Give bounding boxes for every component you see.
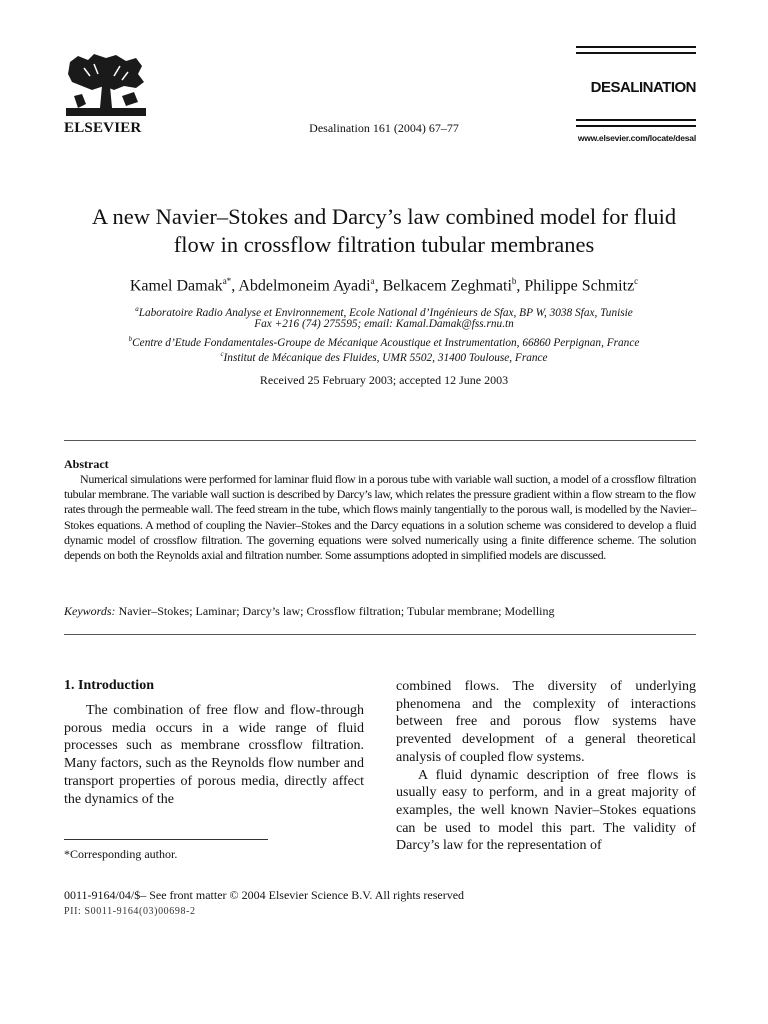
author-list (40, 276, 728, 295)
affil-text: Centre d’Etude Fondamentales-Groupe de Mécanique Acoustique et Instrumentation, 66860 Perpignan, France (132, 336, 640, 349)
author-name: Kamel Damak (129, 277, 223, 295)
elsevier-tree-logo (64, 52, 148, 118)
author-affil-mark: b (511, 276, 517, 286)
divider (64, 634, 696, 635)
footnote-rule (64, 839, 268, 840)
author-separator: , (516, 277, 525, 295)
copyright-line: 0011-9164/04/$– See front matter © 2004 Elsevier Science B.V. All rights reserved (64, 888, 465, 902)
author-name: Philippe Schmitz (524, 277, 635, 295)
article-title (40, 203, 728, 259)
body-column-left (64, 702, 364, 808)
received-dates: Received 25 February 2003; accepted 12 June 2003 (259, 373, 509, 387)
keywords (64, 604, 696, 619)
affil-mark: b (128, 335, 133, 343)
affil-contact-text: Fax +216 (74) 275595; email: Kamal.Damak@fss.rnu.tn (254, 318, 514, 330)
journal-url[interactable]: www.elsevier.com/locate/desal (577, 133, 696, 143)
publisher-name: ELSEVIER (64, 120, 142, 136)
abstract-text: Numerical simulations were performed for laminar fluid flow in a porous tube with variable wall suction, a model of a crossflow filtration tubular membrane. The variable wall suction is described by Darcy’s law, which relates the pressure gradient within a flow stream to the flow rates through the permeable wall. The feed stream in the tube, which flows mainly tangentially to the porous wall, is modelled by the Navier–Stokes equations. A method of coupling the Navier–Stokes and the Darcy equations in a solution scheme was considered to develop a fluid dynamic model of crossflow filtration. The governing equations were solved numerically using a finite difference scheme. The solution depends on both the Reynolds axial and filtration number. Some assumptions adopted in simplified models are discussed. (64, 472, 696, 563)
divider (64, 440, 696, 441)
journal-rule-bottom (576, 119, 696, 121)
affil-text: Laboratoire Radio Analyse et Environnement, Ecole National d’Ingénieurs de Sfax, BP W, 3038 Sfax, Tunisie (138, 306, 633, 319)
author-separator: , (231, 277, 239, 295)
body-paragraph: The combination of free flow and flow-through porous media occurs in a wide range of fluid processes such as membrane crossflow filtration. Many factors, such as the Reynolds flow number and transport properties of porous media, directly affect the dynamics of the (64, 703, 364, 807)
title-line: flow in crossflow filtration tubular membranes (173, 232, 595, 257)
body-paragraph: A fluid dynamic description of free flows is usually easy to perform, and in a great majority of examples, the well known Navier–Stokes equations can be used to model this part. The validity of Darcy’s law for the representation of (396, 767, 696, 854)
journal-rule-top (576, 46, 696, 48)
pii-line: PII: S0011-9164(03)00698-2 (64, 906, 196, 917)
affiliation-c (40, 347, 728, 366)
keywords-list: Navier–Stokes; Laminar; Darcy’s law; Crossflow filtration; Tubular membrane; Modelling (118, 604, 555, 618)
affil-text: Institut de Mécanique des Fluides, UMR 5502, 31400 Toulouse, France (223, 351, 548, 364)
keywords-label: Keywords: (64, 604, 116, 618)
author-name: Abdelmoneim Ayadi (238, 277, 371, 295)
author-separator: , (374, 277, 383, 295)
affil-mark: c (220, 350, 224, 358)
affil-mark: a (135, 305, 139, 313)
body-column-right (396, 678, 696, 855)
body-paragraph: combined flows. The diversity of underlying phenomena and the complexity of interactions between free and porous flow systems have prevented development of a general theoretical analysis of coupled flow systems. (396, 679, 696, 765)
author-affil-mark: c (634, 276, 639, 286)
author-name: Belkacem Zeghmati (382, 277, 512, 295)
section-heading: 1. Introduction (64, 678, 154, 693)
journal-rule-bottom (576, 125, 696, 127)
title-line: A new Navier–Stokes and Darcy’s law combined model for fluid (91, 204, 677, 229)
abstract-heading: Abstract (64, 457, 109, 471)
affiliation-contact (40, 317, 728, 332)
footnote: *Corresponding author. (64, 847, 178, 861)
citation: Desalination 161 (2004) 67–77 (309, 121, 459, 135)
author-affil-mark: a (370, 276, 375, 286)
journal-rule-top (576, 52, 696, 54)
author-affil-mark: a* (222, 276, 232, 286)
journal-name: DESALINATION (590, 79, 696, 96)
